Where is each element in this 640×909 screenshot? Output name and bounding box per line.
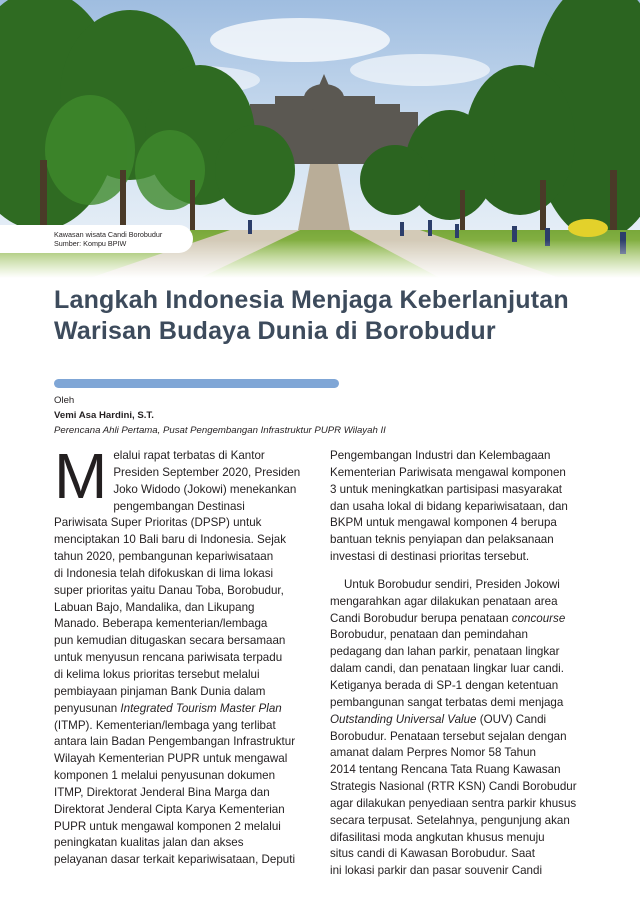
text-line: untuk menyusun rencana pariwisata terpadu <box>54 651 283 665</box>
text-line: (ITMP). Kementerian/lembaga yang terlibat <box>54 718 276 732</box>
text-line: mengarahkan agar dilakukan penataan area <box>330 594 558 608</box>
text-line: dan usaha lokal di bidang kepariwisataan, dan <box>330 499 568 513</box>
text-line: Kementerian Pariwisata mengawal komponen <box>330 465 566 479</box>
text-line: Presiden September 2020, Presiden <box>113 465 301 479</box>
text-line: Joko Widodo (Jokowi) menekankan <box>113 482 297 496</box>
text-line: di kelima lokus prioritas tersebut melalui <box>54 667 260 681</box>
text-line: elalui rapat terbatas di Kantor <box>113 449 265 462</box>
text-line: Ketiganya berada di SP-1 dengan ketentuan <box>330 678 559 692</box>
photo-caption <box>0 225 193 253</box>
text-line: amanat dalam Perpres Nomor 58 Tahun <box>330 746 537 760</box>
text-fragment: (OUV) Candi <box>476 712 547 726</box>
paragraph-borobudur <box>330 577 588 880</box>
text-fragment: Candi Borobudur berupa penataan <box>330 611 512 625</box>
text-line: bantuan teknis penyiapan dan pelaksanaan <box>330 533 554 547</box>
title-underline-bar <box>54 379 339 388</box>
text-line: menciptakan 10 Bali baru di Indonesia. Sejak <box>54 533 287 547</box>
text-line: dalam candi, dan penataan lingkar luar candi. <box>330 662 564 676</box>
text-line: pun kemudian ditugaskan secara bersamaan <box>54 634 286 648</box>
text-line: Labuan Bajo, Mandalika, dan Likupang <box>54 600 255 614</box>
text-line: tahun 2020, pembangunan kepariwisataan <box>54 550 274 564</box>
emphasis-ouv: Outstanding Universal Value <box>330 712 477 726</box>
paragraph-intro <box>54 440 316 869</box>
paragraph-continued <box>330 448 588 566</box>
caption-source: Sumber: Kompu BPIW <box>54 239 127 248</box>
text-line <box>54 702 282 715</box>
text-line: BKPM untuk mengawal komponen 4 berupa <box>330 516 557 530</box>
text-line: Manado. Beberapa kementerian/lembaga <box>54 617 268 631</box>
text-line: Borobudur. Penataan tersebut sejalan dengan <box>330 729 567 743</box>
text-line: super prioritas yaitu Danau Toba, Borobudur, <box>54 583 284 597</box>
text-line: Direktorat Jenderal Cipta Karya Kementerian <box>54 802 285 816</box>
text-line: peningkatan kualitas jalan dan akses <box>54 836 244 850</box>
text-line: Pariwisata Super Prioritas (DPSP) untuk <box>54 516 262 530</box>
text-line: ITMP, Direktorat Jenderal Bina Marga dan <box>54 785 270 799</box>
text-line: 2014 tentang Rencana Tata Ruang Kawasan <box>330 763 561 777</box>
text-line: situs candi di Kawasan Borobudur. Saat <box>330 847 535 861</box>
author-role: Perencana Ahli Pertama, Pusat Pengembangan Infrastruktur PUPR Wilayah II <box>54 425 386 436</box>
emphasis-itmp: Integrated Tourism Master Plan <box>120 701 282 715</box>
text-line: Untuk Borobudur sendiri, Presiden Jokowi <box>344 577 560 591</box>
caption-title: Kawasan wisata Candi Borobudur <box>54 230 163 239</box>
text-line: pelayanan dasar terkait kepariwisataan, Deputi <box>54 853 296 867</box>
drop-cap: M <box>54 440 108 512</box>
author-name: Vemi Asa Hardini, S.T. <box>54 410 154 421</box>
text-line: Borobudur, penataan dan pemindahan <box>330 628 528 642</box>
byline <box>54 393 614 438</box>
text-line: pengembangan Destinasi <box>113 499 245 513</box>
text-line: antara lain Badan Pengembangan Infrastruktur <box>54 735 296 749</box>
text-line: secara terpusat. Setelahnya, pengunjung akan <box>330 813 570 827</box>
text-line: ini lokasi parkir dan pasar souvenir Candi <box>330 864 543 878</box>
text-line <box>330 713 546 726</box>
text-line: Pengembangan Industri dan Kelembagaan <box>330 449 551 462</box>
text-line: difasilitasi moda angkutan khusus menuju <box>330 830 545 844</box>
byline-label: Oleh <box>54 395 75 406</box>
text-line: pembiayaan pinjaman Bank Dunia dalam <box>54 684 266 698</box>
emphasis-concourse: concourse <box>511 611 566 625</box>
text-line: komponen 1 melalui penyusunan dokumen <box>54 769 276 783</box>
text-line: agar dilakukan penyediaan sentra parkir khusus <box>330 796 577 810</box>
text-line <box>330 612 565 625</box>
text-line: PUPR untuk mengawal komponen 2 melalui <box>54 819 281 833</box>
text-line: Strategis Nasional (RTR KSN) Candi Borobudur <box>330 780 577 794</box>
body-column-right <box>330 448 588 880</box>
text-line: pembangunan sangat terbatas demi menjaga <box>330 695 564 709</box>
article-title: Langkah Indonesia Menjaga Keberlanjutan Warisan Budaya Dunia di Borobudur <box>54 286 569 345</box>
text-line: di Indonesia telah difokuskan di lima lokasi <box>54 566 274 580</box>
text-line: 3 untuk meningkatkan partisipasi masyarakat <box>330 482 562 496</box>
text-line: Wilayah Kementerian PUPR untuk mengawal <box>54 752 288 766</box>
body-column-left <box>54 440 316 869</box>
text-line: pedagang dan lahan parkir, penataan lingkar <box>330 645 560 659</box>
text-line: investasi di destinasi prioritas tersebut. <box>330 550 530 564</box>
text-fragment: penyusunan <box>54 701 121 715</box>
